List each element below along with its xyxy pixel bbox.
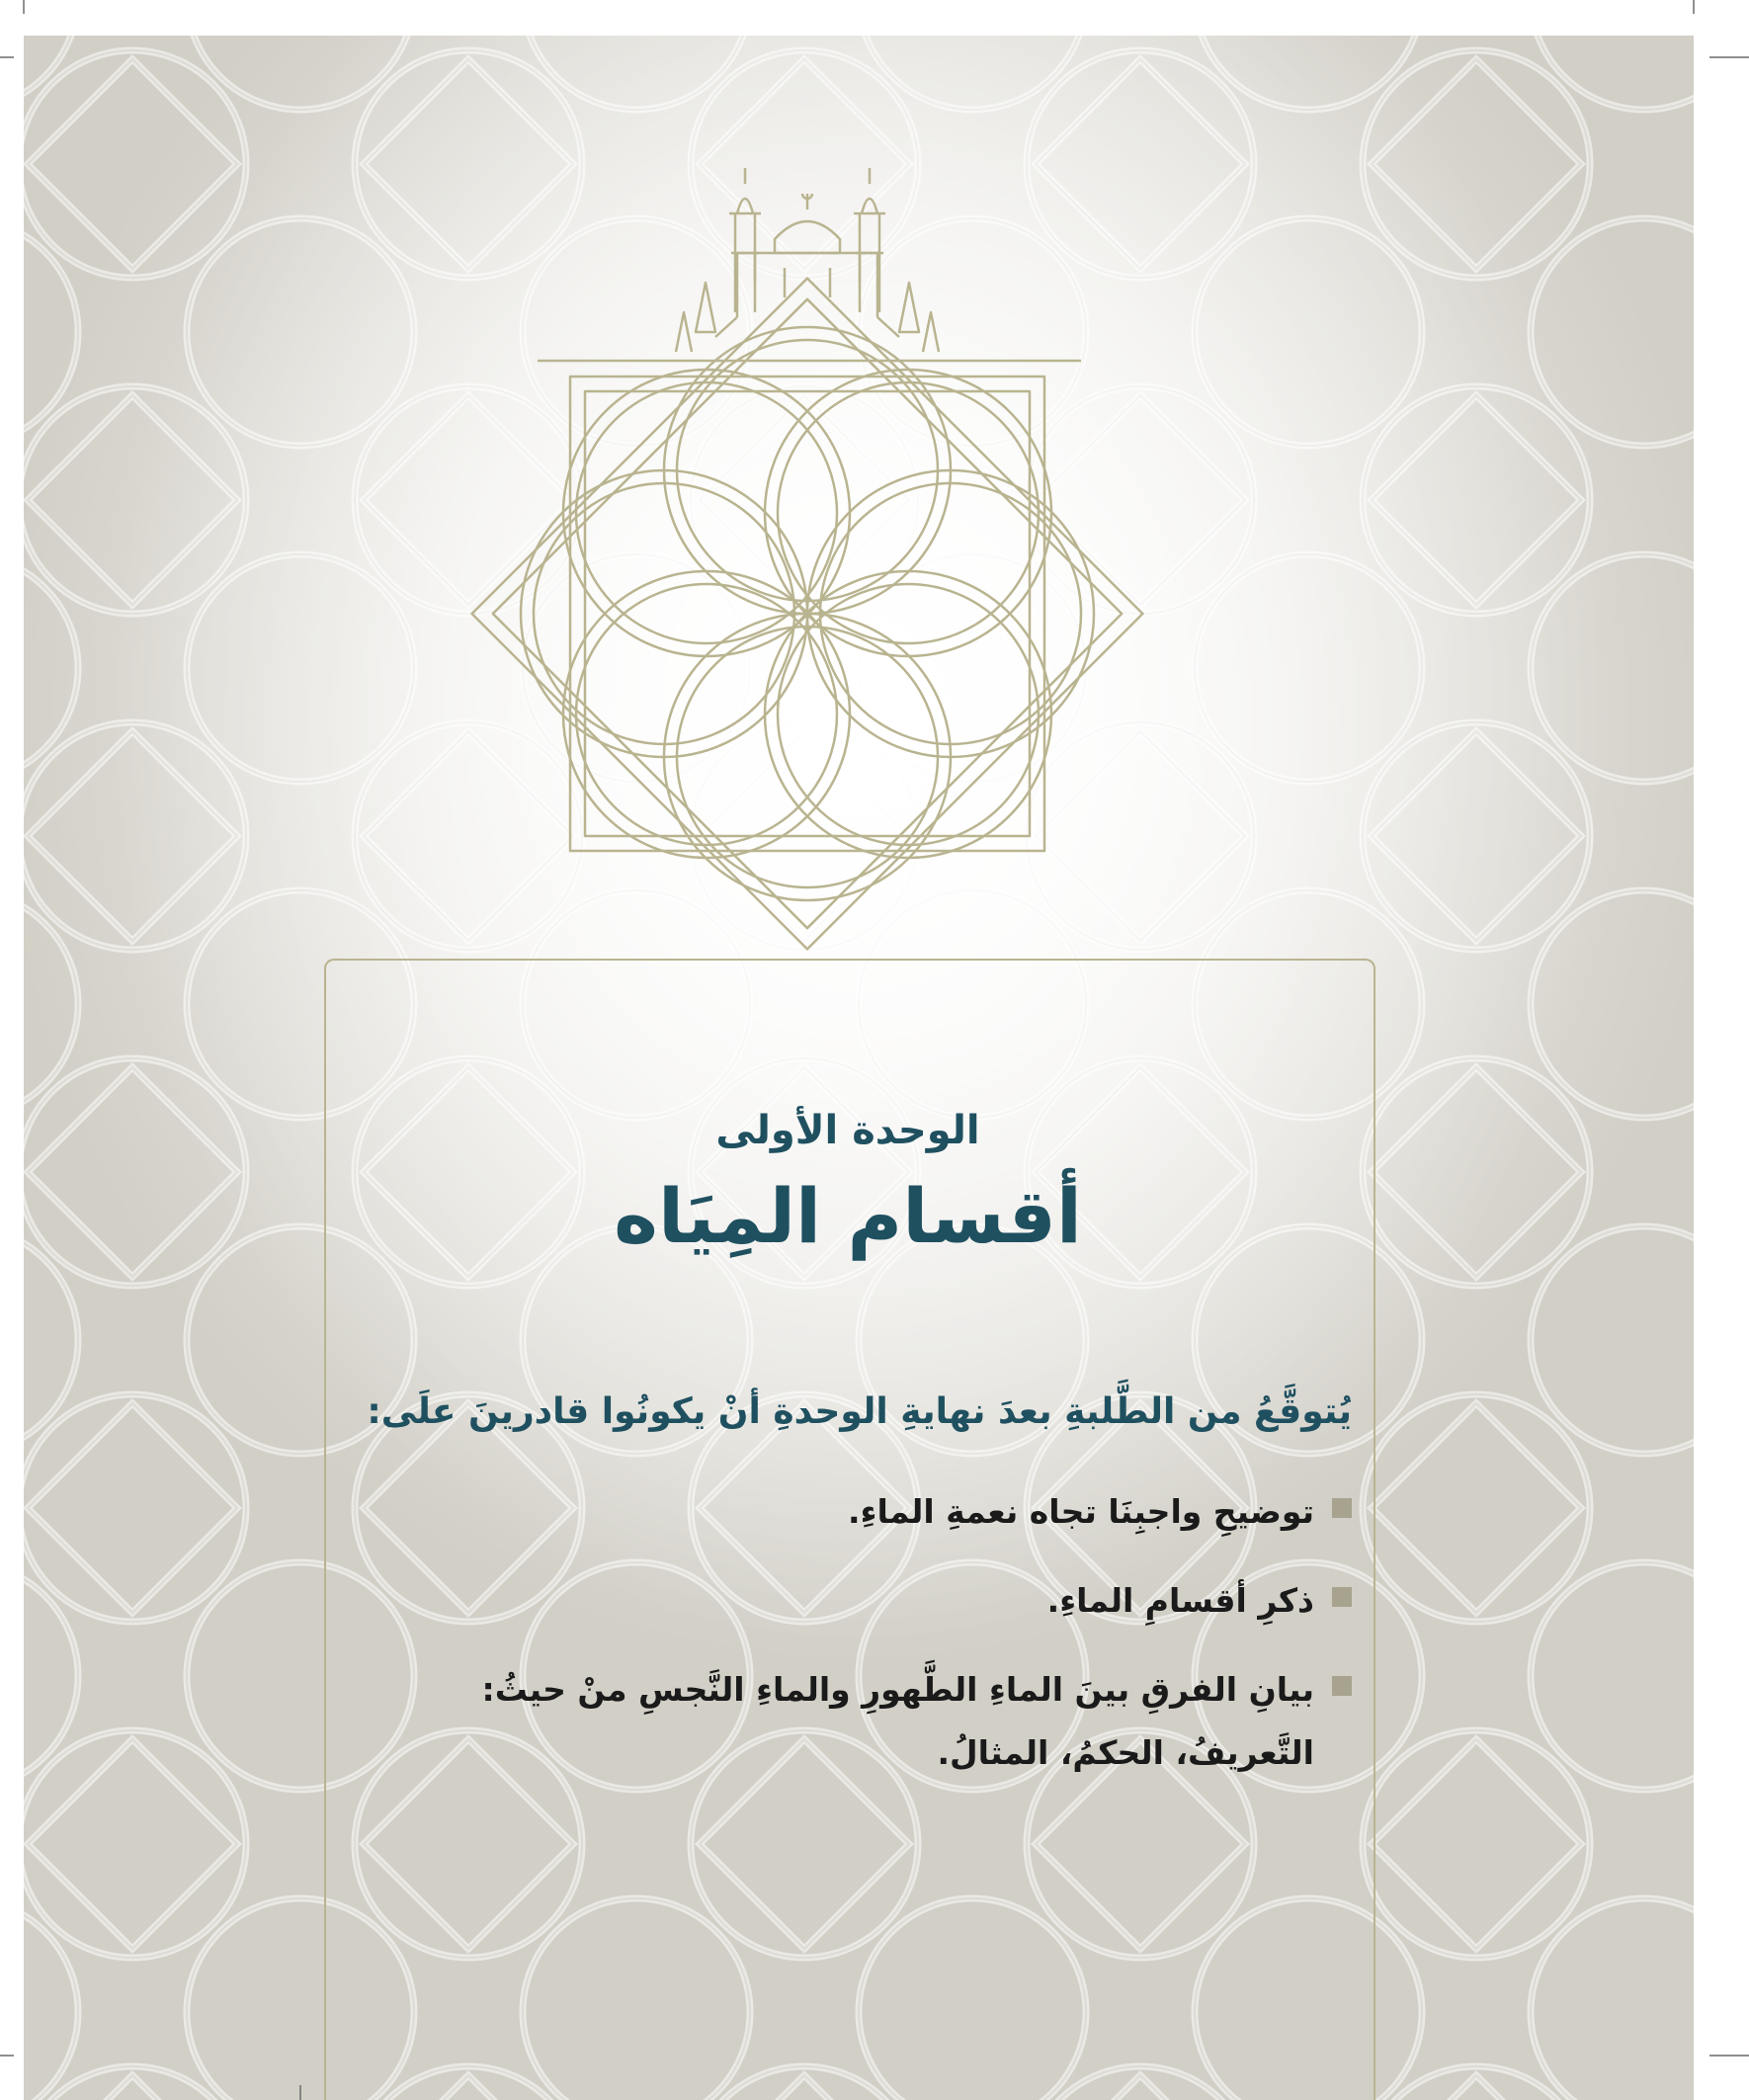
- list-item: [340, 1658, 1352, 1785]
- square-bullet-icon: [1332, 1587, 1352, 1607]
- learning-objectives-intro: يُتوقَّعُ من الطَّلبةِ بعدَ نهايةِ الوحدةِ أنْ يكونُوا قادرينَ علَى:: [367, 1391, 1352, 1432]
- square-bullet-icon: [1332, 1498, 1352, 1518]
- objective-text: ذكرِ أقسامِ الماءِ.: [1046, 1581, 1314, 1620]
- unit-label: الوحدة الأولى: [715, 1108, 980, 1153]
- square-bullet-icon: [1332, 1676, 1352, 1696]
- unit-title: أقسام المِيَاه: [614, 1172, 1082, 1260]
- objective-text: توضيحِ واجبِنَا تجاه نعمةِ الماءِ.: [848, 1492, 1314, 1531]
- list-item: [340, 1569, 1352, 1633]
- mosque-icon: [676, 168, 939, 352]
- learning-objectives-list: [340, 1480, 1352, 1810]
- unit-cover-page: [24, 36, 1694, 2100]
- objective-text: بيانِ الفرقِ بينَ الماءِ الطَّهورِ والماءِ النَّجسِ منْ حيثُ: التَّعريفُ، الحكمُ، المثالُ.: [481, 1670, 1314, 1772]
- list-item: [340, 1480, 1352, 1544]
